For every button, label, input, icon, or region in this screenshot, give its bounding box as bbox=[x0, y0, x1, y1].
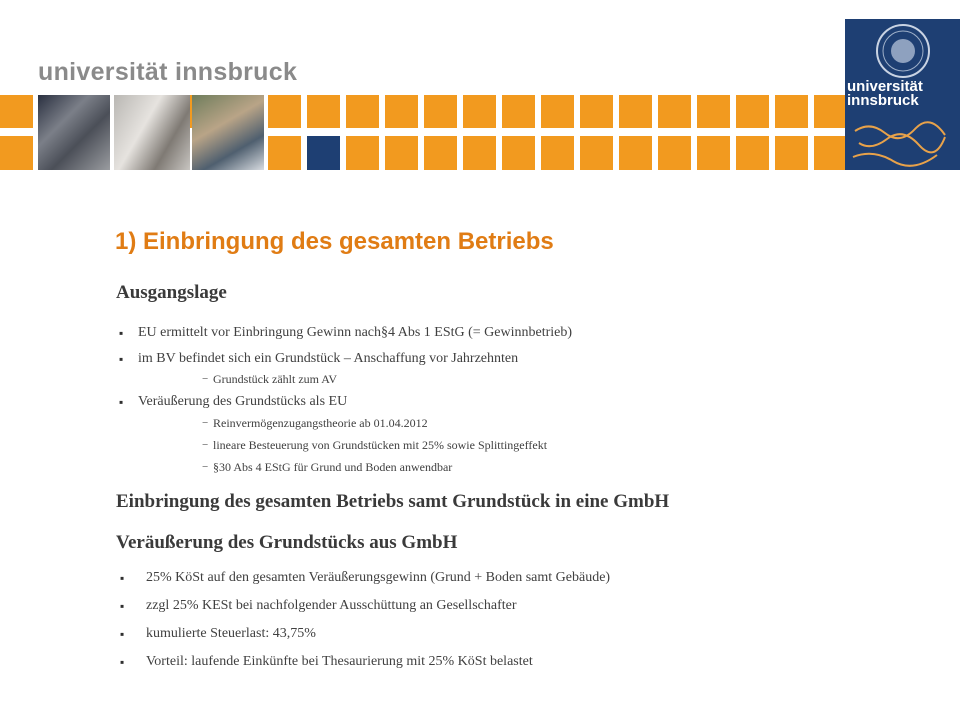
logo-wordmark bbox=[847, 80, 923, 108]
slide-content bbox=[116, 282, 936, 671]
bullet-item: ▪ 25% KöSt auf den gesamten Veräußerungsgewinn (Grund + Boden samt Gebäude) bbox=[116, 569, 936, 587]
bullet-item: ▪ Veräußerung des Grundstücks als EU bbox=[116, 393, 936, 411]
header-tile-strip bbox=[0, 95, 845, 170]
section-heading-ausgangslage: Ausgangslage bbox=[116, 282, 227, 303]
sub-bullet-item: − Grundstück zählt zum AV bbox=[116, 371, 936, 387]
logo-line-1: universität bbox=[847, 78, 923, 95]
bullet-item: ▪ EU ermittelt vor Einbringung Gewinn nach§4 Abs 1 EStG (= Gewinnbetrieb) bbox=[116, 324, 936, 342]
bullet-item: ▪ Vorteil: laufende Einkünfte bei Thesaurierung mit 25% KöSt belastet bbox=[116, 653, 936, 671]
section-heading-veraeusserung: Veräußerung des Grundstücks aus GmbH bbox=[116, 532, 458, 553]
brand-wordmark: universität innsbruck bbox=[38, 58, 298, 86]
bullet-item: ▪ im BV befindet sich ein Grundstück – Anschaffung vor Jahrzehnten bbox=[116, 350, 936, 368]
sub-bullet-item: − Reinvermögenzugangstheorie ab 01.04.2012 bbox=[116, 415, 936, 431]
sub-bullet-item: − lineare Besteuerung von Grundstücken mit 25% sowie Splittingeffekt bbox=[116, 437, 936, 453]
section-heading-einbringung: Einbringung des gesamten Betriebs samt Grundstück in eine GmbH bbox=[116, 491, 670, 512]
building-photo bbox=[38, 95, 110, 170]
slide-title: 1) Einbringung des gesamten Betriebs bbox=[115, 228, 554, 255]
lab-photo bbox=[114, 95, 190, 170]
sub-bullet-item: − §30 Abs 4 EStG für Grund und Boden anwendbar bbox=[116, 459, 936, 475]
students-photo bbox=[192, 95, 264, 170]
logo-line-2: innsbruck bbox=[847, 92, 919, 109]
bullet-item: ▪ kumulierte Steuerlast: 43,75% bbox=[116, 625, 936, 643]
bullet-item: ▪ zzgl 25% KESt bei nachfolgender Ausschüttung an Gesellschafter bbox=[116, 597, 936, 615]
